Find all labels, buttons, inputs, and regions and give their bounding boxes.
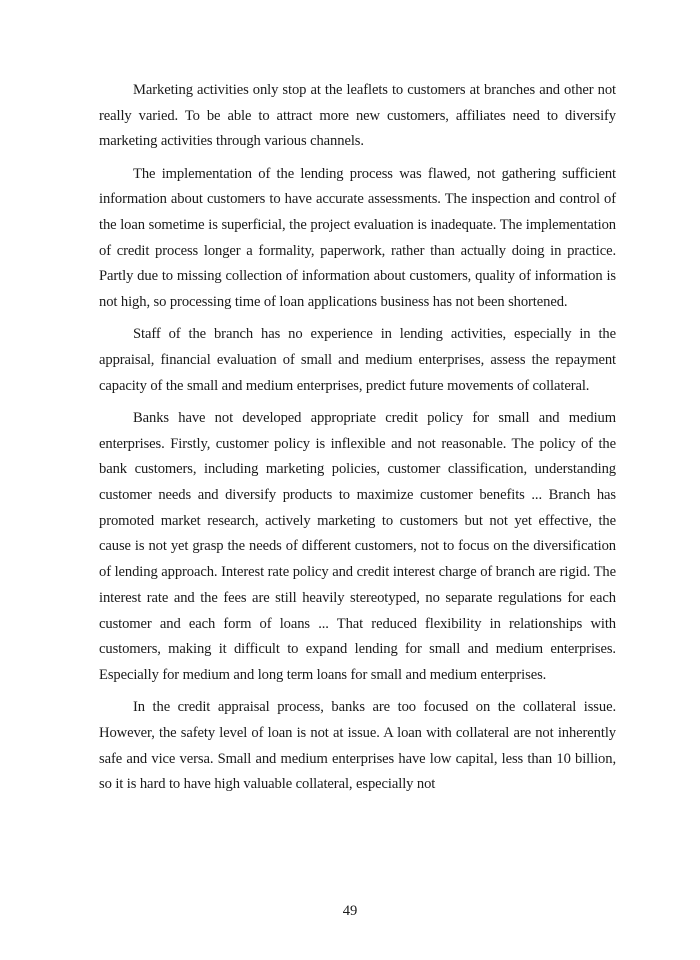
- body-text: [99, 78, 616, 804]
- paragraph-staff-experience: Staff of the branch has no experience in lending activities, especially in the appraisal, financial evaluation of small and medium enterprises, assess the repayment capacity of the small and medium enterprises, predict future movements of collateral.: [99, 326, 616, 394]
- page-number: 49: [342, 903, 358, 919]
- paragraph-credit-policy: Banks have not developed appropriate credit policy for small and medium enterprises. Firstly, customer policy is inflexible and not reasonable. The policy of the bank customers, including marketing policies, customer classification, understanding customer needs and diversify products to maximize customer benefits ... Branch has promoted market research, actively marketing to customers but not yet effective, the cause is not yet grasp the needs of different customers, not to focus on the diversification of lending approach. Interest rate policy and credit interest charge of branch are rigid. The interest rate and the fees are still heavily stereotyped, no separate regulations for each customer and each form of loans ... That reduced flexibility in relationships with customers, making it difficult to expand lending for small and medium enterprises. Especially for medium and long term loans for small and medium enterprises.: [99, 409, 616, 683]
- paragraph-lending-process: The implementation of the lending process was flawed, not gathering sufficient information about customers to have accurate assessments. The inspection and control of the loan sometime is superficial, the project evaluation is inadequate. The implementation of credit process longer a formality, paperwork, rather than actually doing in practice. Partly due to missing collection of information about customers, quality of information is not high, so processing time of loan applications business has not been shortened.: [99, 165, 616, 311]
- paragraph-credit-appraisal: In the credit appraisal process, banks are too focused on the collateral issue. However, the safety level of loan is not at issue. A loan with collateral are not inherently safe and vice versa. Small and medium enterprises have low capital, less than 10 billion, so it is hard to have high valuable collateral, especially not: [99, 699, 616, 793]
- paragraph-marketing-activities: Marketing activities only stop at the leaflets to customers at branches and other not really varied. To be able to attract more new customers, affiliates need to diversify marketing activities through various channels.: [99, 82, 616, 150]
